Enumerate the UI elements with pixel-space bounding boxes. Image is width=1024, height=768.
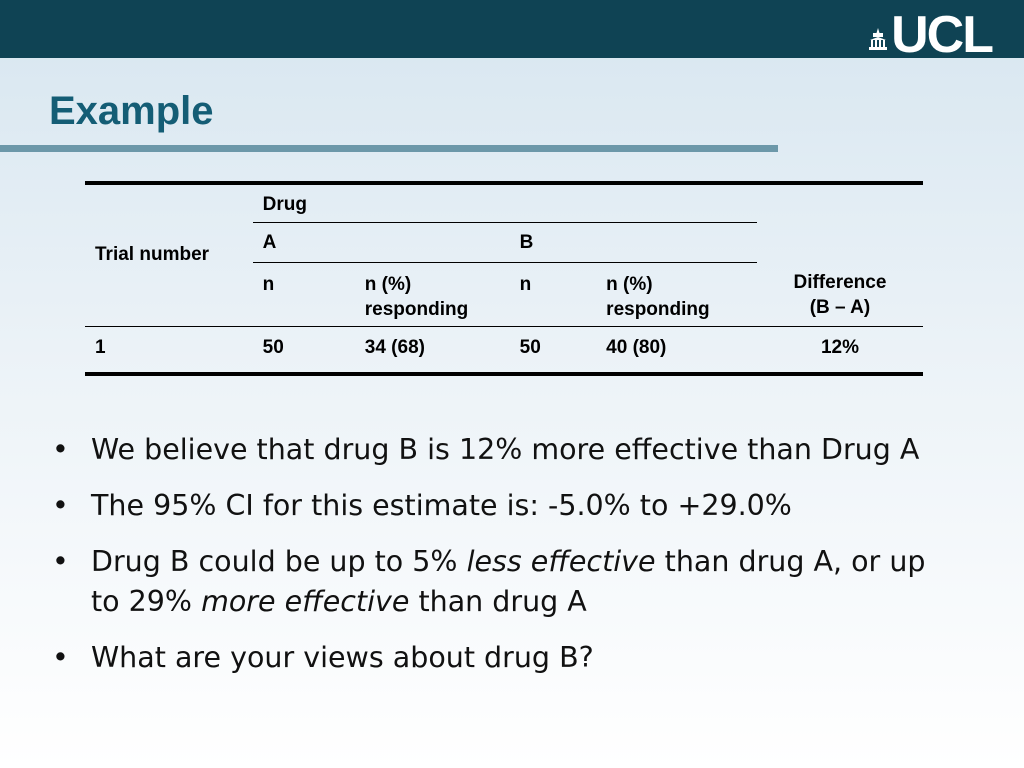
header-difference-line2: (B – A) bbox=[809, 296, 871, 318]
bullet-text-2: The 95% CI for this estimate is: -5.0% to +29.0% bbox=[91, 489, 792, 522]
results-table bbox=[85, 181, 923, 376]
ucl-logo bbox=[869, 6, 992, 64]
bullet-text-3c: than drug A bbox=[409, 585, 587, 618]
header-a-responding-line2: responding bbox=[364, 298, 469, 320]
table-row bbox=[85, 326, 923, 374]
cell-a-responding: 34 (68) bbox=[364, 336, 425, 358]
header-b-responding-line1: n (%) bbox=[606, 273, 653, 295]
bullet-marker: • bbox=[52, 641, 69, 674]
bullet-text-1: We believe that drug B is 12% more effective than Drug A bbox=[91, 433, 920, 466]
header-drug: Drug bbox=[253, 183, 757, 222]
header-b-n: n bbox=[510, 262, 597, 326]
cell-b-responding: 40 (80) bbox=[606, 336, 667, 358]
header-b-responding bbox=[596, 262, 757, 326]
bullet-text-4: What are your views about drug B? bbox=[91, 641, 594, 674]
portico-icon bbox=[869, 28, 887, 50]
cell-difference: 12% bbox=[820, 336, 859, 358]
list-item bbox=[52, 486, 952, 526]
title-divider bbox=[0, 145, 778, 152]
bullet-marker: • bbox=[52, 545, 69, 578]
cell-a-n: 50 bbox=[262, 336, 284, 358]
header-difference-line1: Difference bbox=[793, 271, 887, 293]
header-trial-number: Trial number bbox=[85, 183, 253, 326]
logo-text: UCL bbox=[891, 6, 992, 64]
header-group-b: B bbox=[510, 222, 757, 262]
page-title: Example bbox=[49, 89, 214, 133]
bullet-text-3b: than drug A, or up to 29% bbox=[91, 545, 926, 618]
list-item bbox=[52, 430, 952, 470]
bullet-text-3a: Drug B could be up to 5% bbox=[91, 545, 467, 578]
bullet-marker: • bbox=[52, 433, 69, 466]
emphasis-more-effective: more effective bbox=[201, 585, 410, 618]
header-bar bbox=[0, 0, 1024, 64]
list-item bbox=[52, 638, 952, 678]
cell-trial: 1 bbox=[95, 336, 106, 358]
emphasis-less-effective: less effective bbox=[466, 545, 656, 578]
list-item bbox=[52, 542, 952, 622]
bullet-marker: • bbox=[52, 489, 69, 522]
header-a-responding bbox=[355, 262, 510, 326]
header-a-responding-line1: n (%) bbox=[364, 273, 412, 295]
header-a-n: n bbox=[253, 262, 355, 326]
bullet-list bbox=[52, 430, 952, 694]
header-difference bbox=[757, 183, 923, 326]
header-group-a: A bbox=[253, 222, 510, 262]
cell-b-n: 50 bbox=[519, 336, 541, 358]
header-b-responding-line2: responding bbox=[606, 298, 710, 320]
